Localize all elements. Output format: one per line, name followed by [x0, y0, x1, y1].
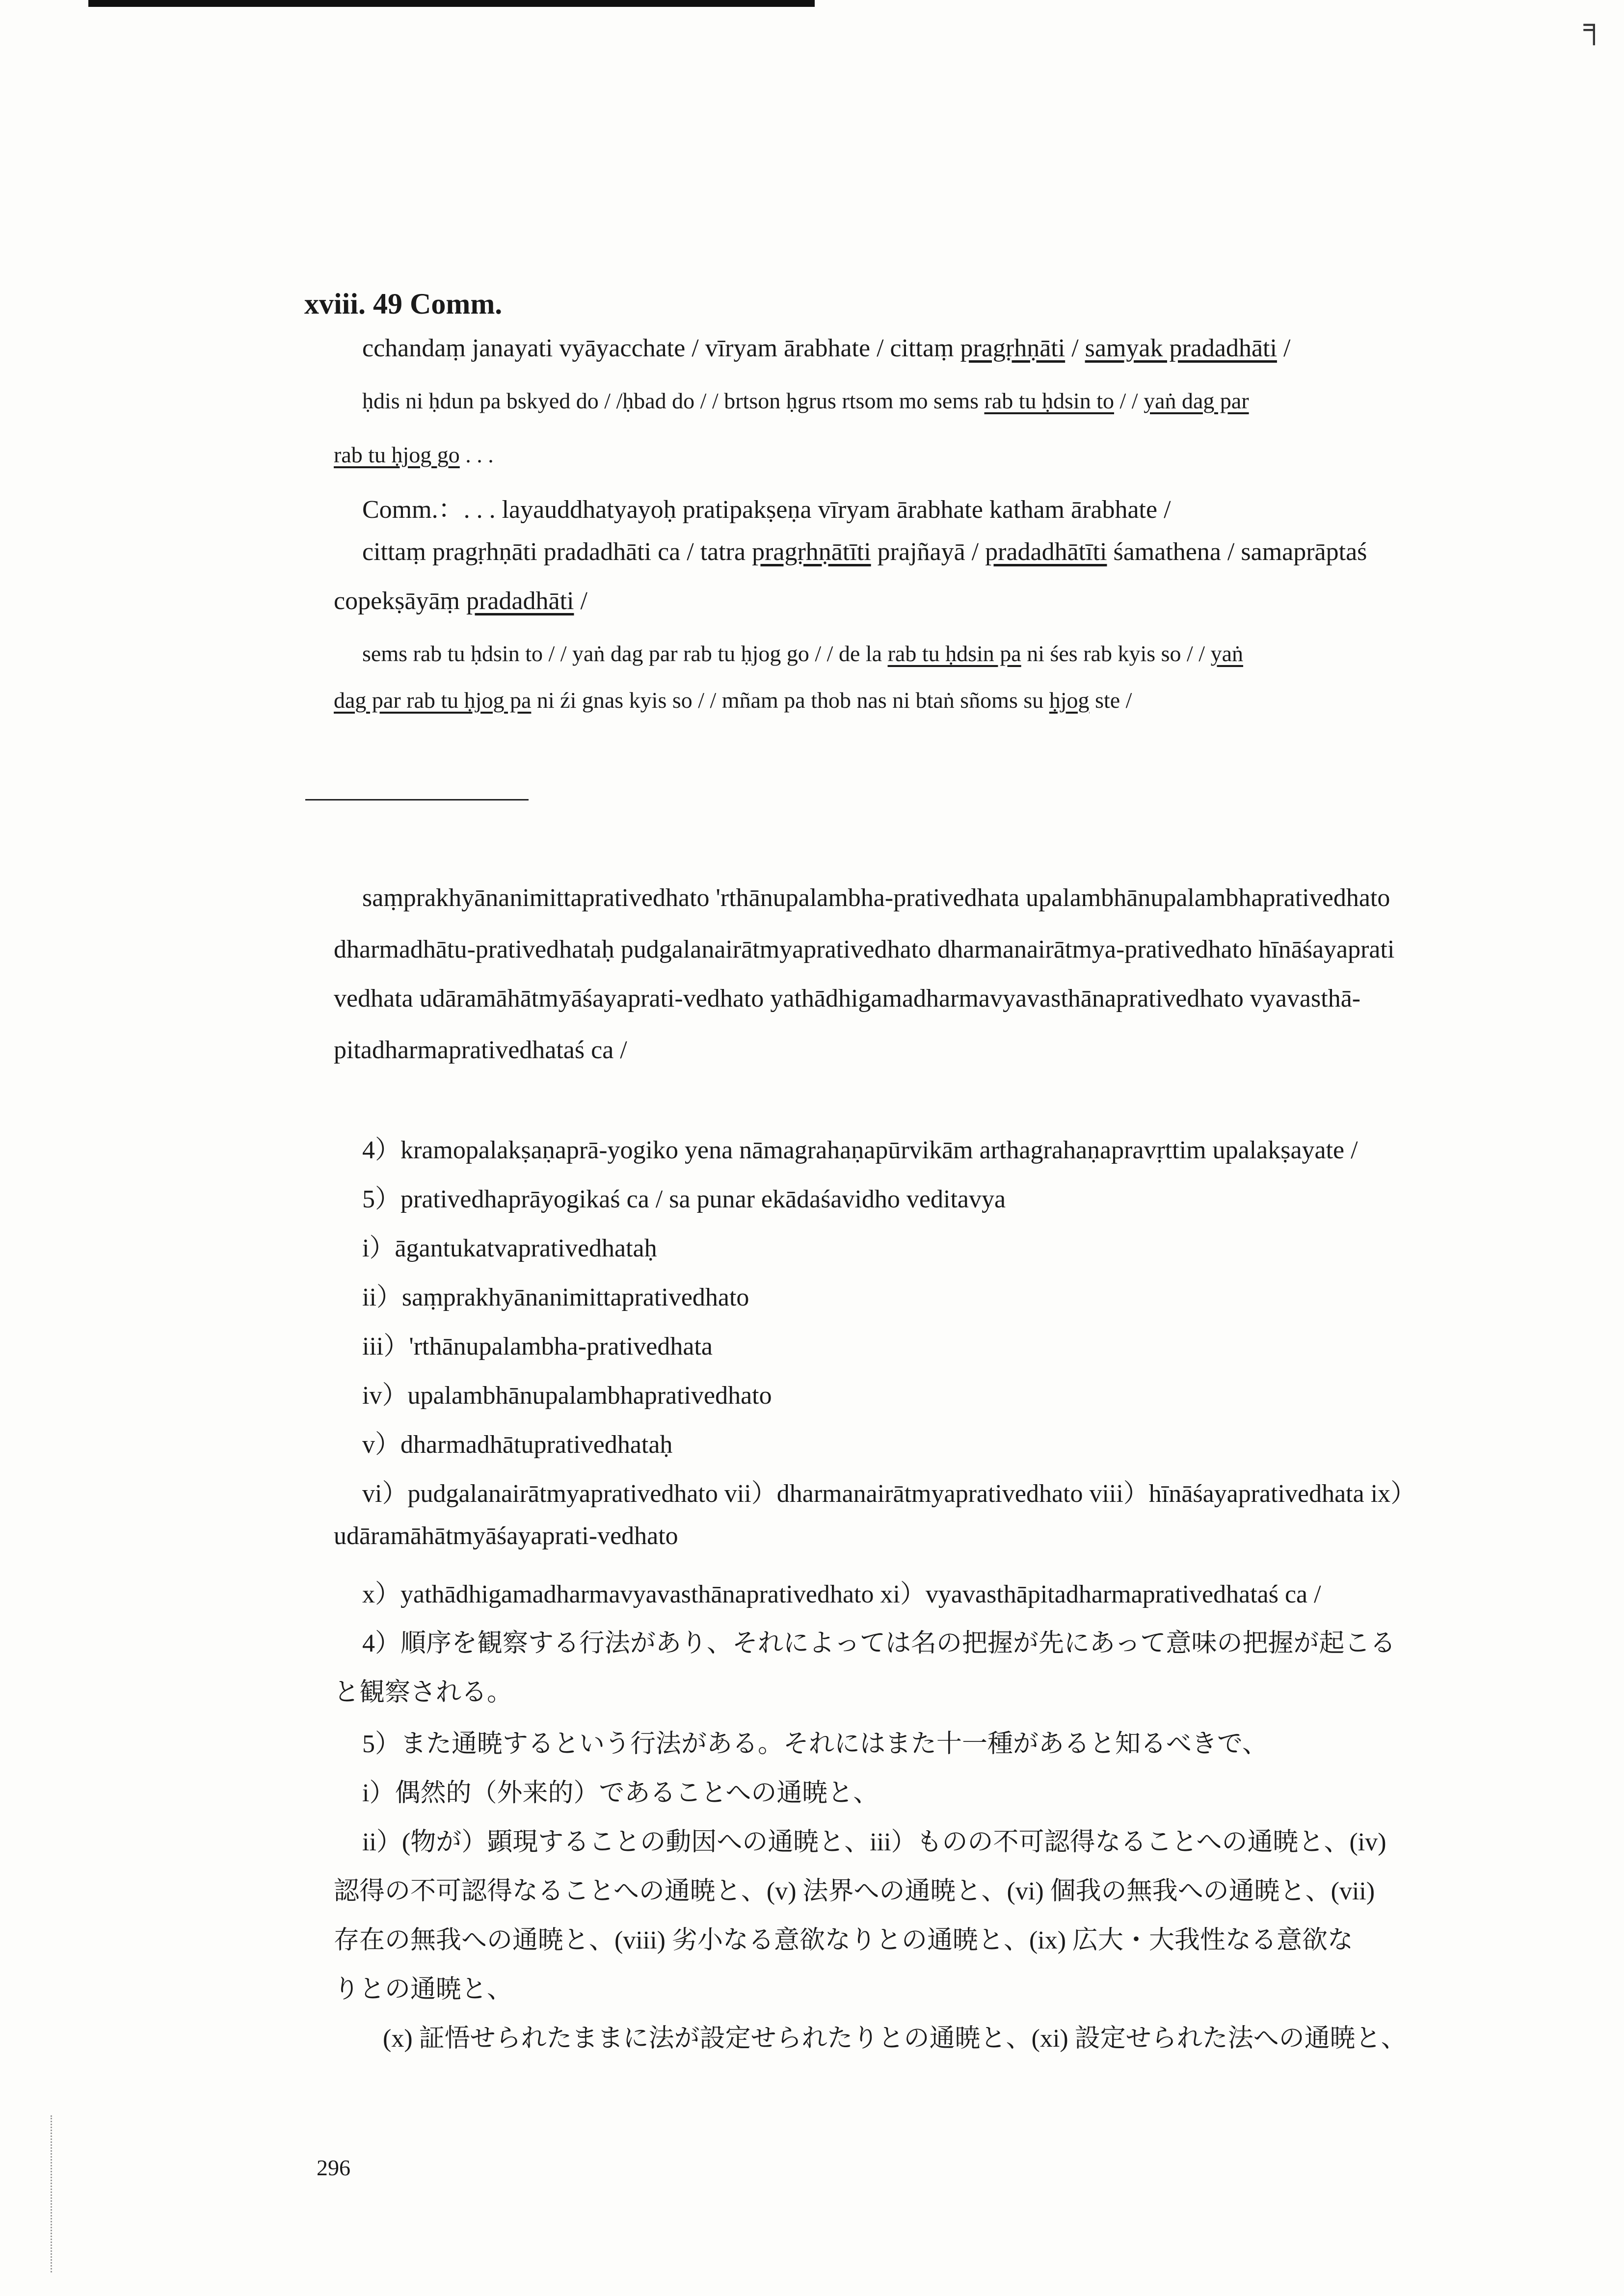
list-item: udāramāhātmyāśayaprati-vedhato — [334, 1522, 678, 1550]
scan-corner-mark: ╕ — [1583, 10, 1604, 43]
scan-top-border — [88, 0, 815, 7]
footnote-line: vedhata udāramāhātmyāśayaprati-vedhato yathādhigamadharmavyavasthānaprativedhato vyavasthā- — [334, 985, 1361, 1013]
japanese-line: 4）順序を観察する行法があり、それによっては名の把握が先にあって意味の把握が起こる — [362, 1629, 1396, 1657]
list-item: x）yathādhigamadharmavyavasthānaprativedhato xi）vyavasthāpitadharmaprativedhataś ca / — [362, 1580, 1321, 1608]
japanese-line: 認得の不可認得なることへの通暁と、(v) 法界への通暁と、(vi) 個我の無我への通暁と、(vii) — [334, 1877, 1375, 1905]
scan-margin-artifact — [51, 2115, 54, 2272]
footnote-line: pitadharmaprativedhataś ca / — [334, 1036, 627, 1064]
japanese-line: ii）(物が）顕現することの動因への通暁と、iii）ものの不可認得なることへの通暁と、(iv) — [362, 1828, 1386, 1856]
commentary-line-2: cittaṃ pragṛhṇāti pradadhāti ca / tatra pragṛhṇātīti prajñayā / pradadhātīti śamathena / samaprāptaś — [362, 538, 1367, 566]
page-number: 296 — [317, 2155, 350, 2180]
tibetan-line-2: rab tu ḥjog go . . . — [334, 442, 494, 467]
japanese-line: 5）また通暁するという行法がある。それにはまた十一種があると知るべきで、 — [362, 1730, 1268, 1758]
tibetan-commentary-line-2: dag par rab tu ḥjog pa ni źi gnas kyis so / / mñam pa thob nas ni btaṅ sñoms su ḥjog ste / — [334, 688, 1132, 713]
footnote-line: dharmadhātu-prativedhataḥ pudgalanairātmyaprativedhato dharmanairātmya-prativedhato hīnāśayaprati — [334, 935, 1395, 963]
footnote-line: saṃprakhyānanimittaprativedhato 'rthānupalambha-prativedhata upalambhānupalambhaprativedhato — [362, 884, 1390, 912]
list-item: i）āgantukatvaprativedhataḥ — [362, 1234, 657, 1262]
list-item: v）dharmadhātuprativedhataḥ — [362, 1431, 673, 1459]
tibetan-commentary-line-1: sems rab tu ḥdsin to / / yaṅ dag par rab tu ḥjog go / / de la rab tu ḥdsin pa ni śes rab kyis so / / yaṅ — [362, 641, 1244, 666]
sanskrit-line-1: cchandaṃ janayati vyāyacchate / vīryam ārabhate / cittaṃ pragṛhṇāti / samyak pradadhāti / — [362, 334, 1291, 362]
tibetan-line-1: ḥdis ni ḥdun pa bskyed do / /ḥbad do / / brtson ḥgrus rtsom mo sems rab tu ḥdsin to / / yaṅ dag par — [362, 388, 1249, 413]
japanese-line: i）偶然的（外来的）であることへの通暁と、 — [362, 1779, 879, 1807]
japanese-line: (x) 証悟せられたままに法が設定せられたりとの通暁と、(xi) 設定せられた法への通暁と、 — [383, 2025, 1407, 2053]
section-heading: xviii. 49 Comm. — [304, 288, 503, 320]
list-item: iv）upalambhānupalambhaprativedhato — [362, 1382, 772, 1410]
list-item: iii）'rthānupalambha-prativedhata — [362, 1333, 713, 1361]
japanese-line: 存在の無我への通暁と、(viii) 劣小なる意欲なりとの通暁と、(ix) 広大・大我性なる意欲な — [334, 1926, 1354, 1954]
commentary-line-1: Comm.：. . . layauddhatyayoḥ pratipakṣeṇa vīryam ārabhate katham ārabhate / — [362, 496, 1171, 524]
footnote-rule — [305, 799, 529, 801]
commentary-line-3: copekṣāyāṃ pradadhāti / — [334, 587, 587, 615]
list-item: ii）saṃprakhyānanimittaprativedhato — [362, 1283, 749, 1311]
list-item: vi）pudgalanairātmyaprativedhato vii）dharmanairātmyaprativedhato viii）hīnāśayaprativedhata ix） — [362, 1480, 1416, 1508]
list-item: 5）prativedhaprāyogikaś ca / sa punar ekādaśavidho veditavya — [362, 1185, 1006, 1213]
japanese-line: と観察される。 — [334, 1679, 513, 1707]
japanese-line: りとの通暁と、 — [334, 1976, 513, 2003]
list-item: 4）kramopalakṣaṇaprā-yogiko yena nāmagrahaṇapūrvikām arthagrahaṇapravṛttim upalakṣayate / — [362, 1136, 1358, 1164]
